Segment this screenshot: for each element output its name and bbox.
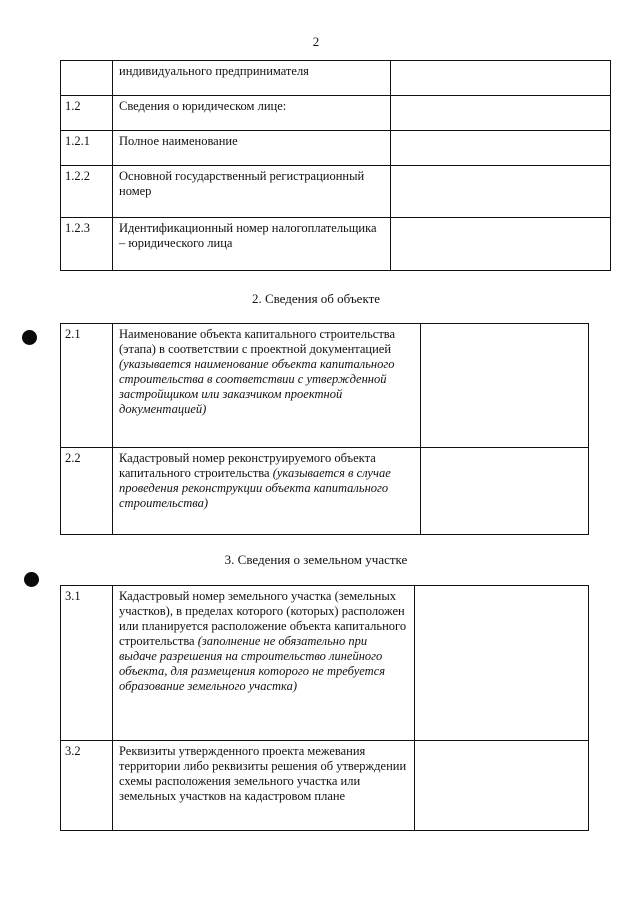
table-row: [61, 741, 589, 831]
section3-table: [60, 585, 589, 831]
table-row: [61, 448, 589, 535]
table-row: [61, 131, 611, 166]
row-number: 3.2: [61, 741, 113, 831]
table-row: [61, 586, 589, 741]
value-cell[interactable]: [391, 131, 611, 166]
row-label-note: (заполнение не обязательно при выдаче разрешения на строительство линейного объекта, для размещения которого не требуется образование земельного участка): [119, 634, 386, 693]
section2-heading: 2. Сведения об объекте: [251, 291, 381, 306]
row-label: [113, 61, 391, 96]
row-number: 1.2.2: [61, 166, 113, 218]
section1-table: [60, 60, 611, 271]
row-label-text: индивидуального предпринимателя: [119, 64, 309, 78]
value-cell[interactable]: [391, 96, 611, 131]
row-label: [113, 324, 421, 448]
value-cell[interactable]: [391, 61, 611, 96]
row-number: 1.2.1: [61, 131, 113, 166]
row-label-note: (указывается в случае проведения реконструкции объекта капитального строительства): [119, 466, 391, 510]
table-row: [61, 61, 611, 96]
page-number: 2: [312, 34, 320, 49]
row-label-text: Полное наименование: [119, 134, 238, 148]
value-cell[interactable]: [415, 741, 589, 831]
row-label: [113, 586, 415, 741]
table-row: [61, 218, 611, 271]
row-label-text: Кадастровый номер земельного участка (земельных участков), в пределах которого (которых) расположен или планируется расположение объекта капитального строительства: [119, 589, 407, 648]
row-label-text: Наименование объекта капитального строительства (этапа) в соответствии с проектной документацией: [119, 327, 396, 356]
row-label: [113, 218, 391, 271]
row-label-text: Реквизиты утвержденного проекта межевания территории либо реквизиты решения об утверждении схемы расположения земельного участка или земельных участков на кадастровом плане: [119, 744, 407, 803]
value-cell[interactable]: [421, 448, 589, 535]
row-label-text: Основной государственный регистрационный номер: [119, 169, 365, 198]
row-label: [113, 131, 391, 166]
row-label: [113, 166, 391, 218]
section2-table: [60, 323, 589, 535]
row-number: 2.2: [61, 448, 113, 535]
table-row: [61, 166, 611, 218]
bullet-marker: [24, 572, 39, 587]
value-cell[interactable]: [421, 324, 589, 448]
row-number: 1.2: [61, 96, 113, 131]
table-row: [61, 96, 611, 131]
row-number: 1.2.3: [61, 218, 113, 271]
row-label: [113, 741, 415, 831]
row-number: 2.1: [61, 324, 113, 448]
section3-heading: 3. Сведения о земельном участке: [224, 552, 408, 567]
value-cell[interactable]: [415, 586, 589, 741]
value-cell[interactable]: [391, 218, 611, 271]
row-label-note: (указывается наименование объекта капитального строительства в соответствии с утвержденной застройщиком или заказчиком проектной документацией): [119, 357, 395, 416]
row-number: [61, 61, 113, 96]
bullet-marker: [22, 330, 37, 345]
row-label: [113, 448, 421, 535]
value-cell[interactable]: [391, 166, 611, 218]
row-label-text: Сведения о юридическом лице:: [119, 99, 287, 113]
row-label-text: Идентификационный номер налогоплательщика – юридического лица: [119, 221, 377, 250]
row-label: [113, 96, 391, 131]
row-number: 3.1: [61, 586, 113, 741]
table-row: [61, 324, 589, 448]
row-label-text: Кадастровый номер реконструируемого объекта капитального строительства: [119, 451, 376, 480]
